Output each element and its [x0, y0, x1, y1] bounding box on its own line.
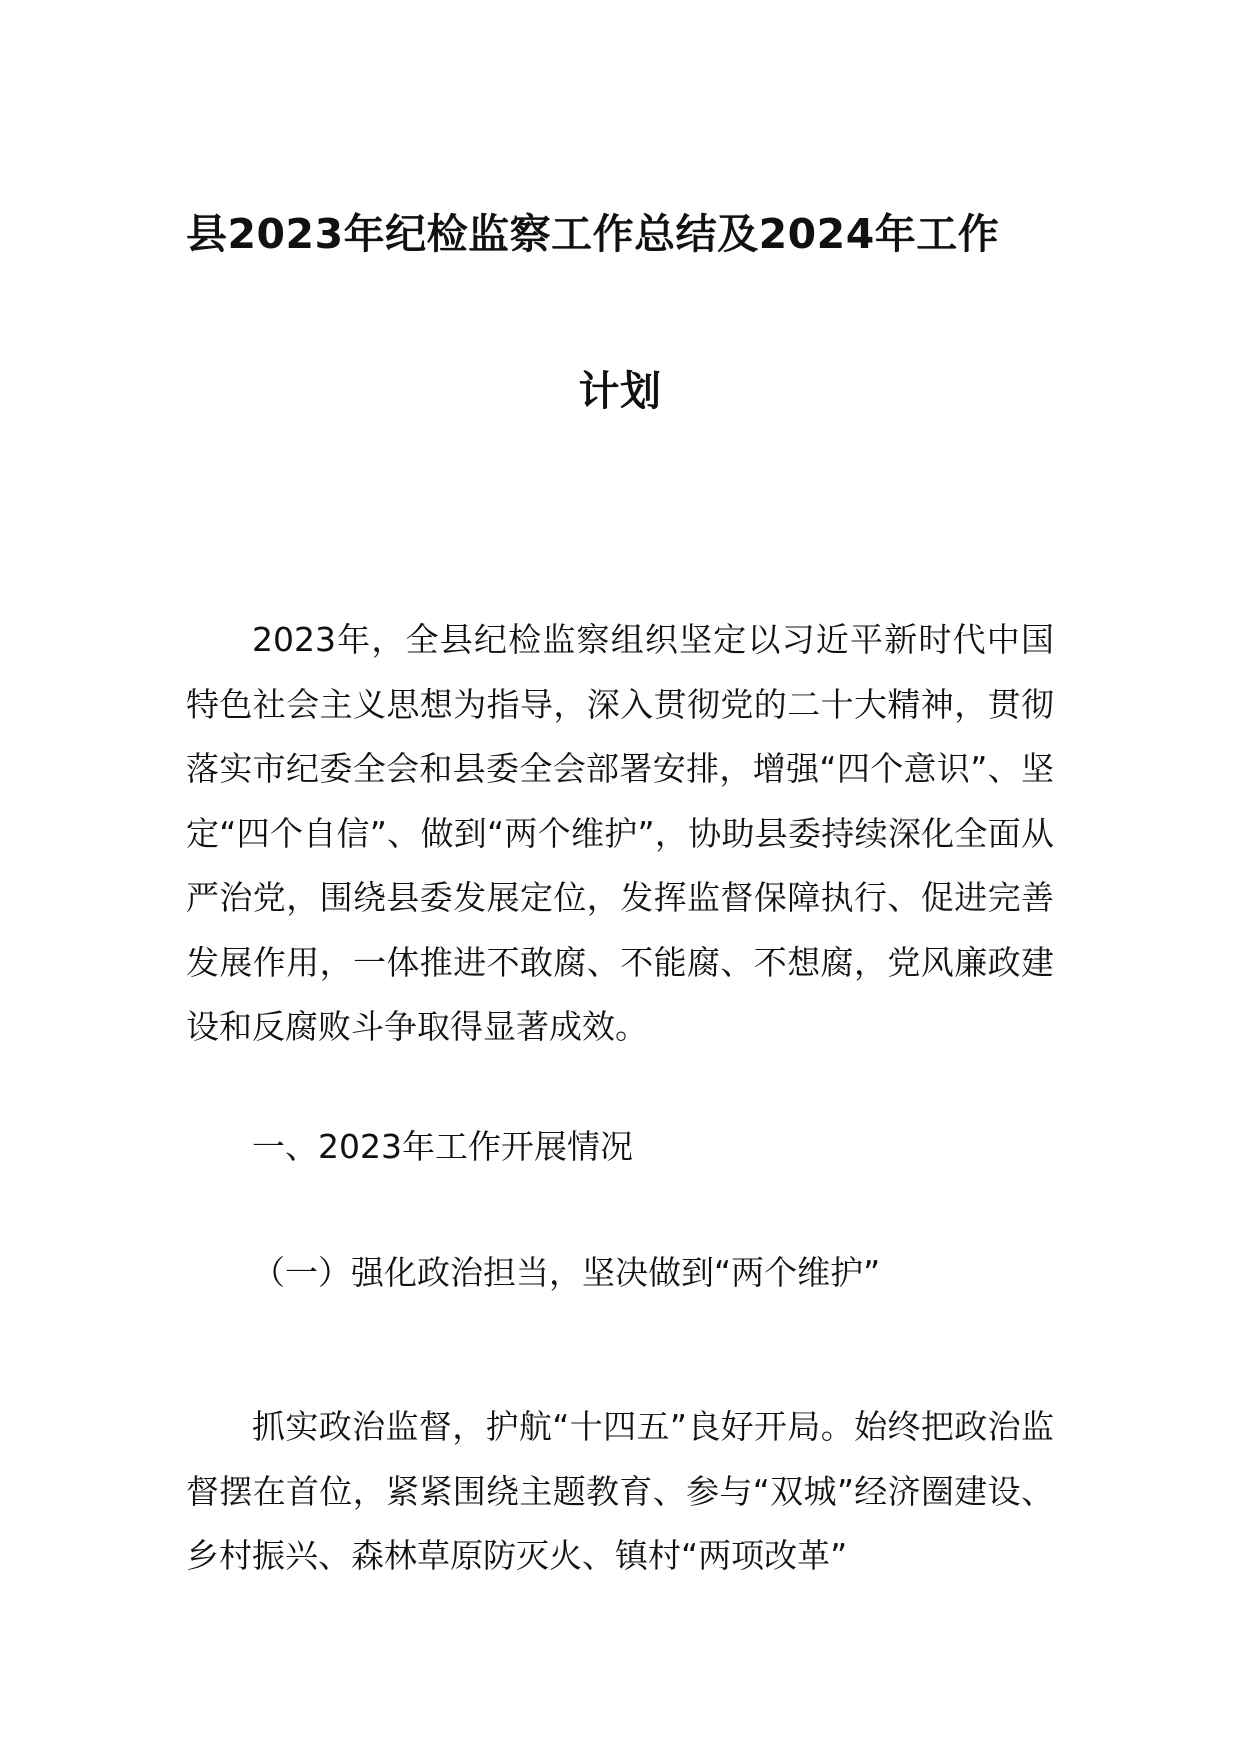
intro-paragraph: 2023年，全县纪检监察组织坚定以习近平新时代中国特色社会主义思想为指导，深入贯彻党的二十大精神，贯彻落实市纪委全会和县委全会部署安排，增强“四个意识”、坚定“四个自信”、做到“两个维护”，协助县委持续深化全面从严治党，围绕县委发展定位，发挥监督保障执行、促进完善发展作用，一体推进不敢腐、不能腐、不想腐，党风廉政建设和反腐败斗争取得显著成效。 [186, 620, 1054, 1046]
subsection-heading: （一）强化政治担当，坚决做到“两个维护” [252, 1253, 881, 1292]
document-title-line-2: 计划 [578, 367, 662, 415]
section-heading: 一、2023年工作开展情况 [252, 1127, 633, 1166]
body-paragraph: 抓实政治监督，护航“十四五”良好开局。始终把政治监督摆在首位，紧紧围绕主题教育、参与“双城”经济圈建设、乡村振兴、森林草原防灭火、镇村“两项改革” [186, 1407, 1054, 1575]
document-title-line-1: 县2023年纪检监察工作总结及2024年工作 [186, 210, 1000, 258]
